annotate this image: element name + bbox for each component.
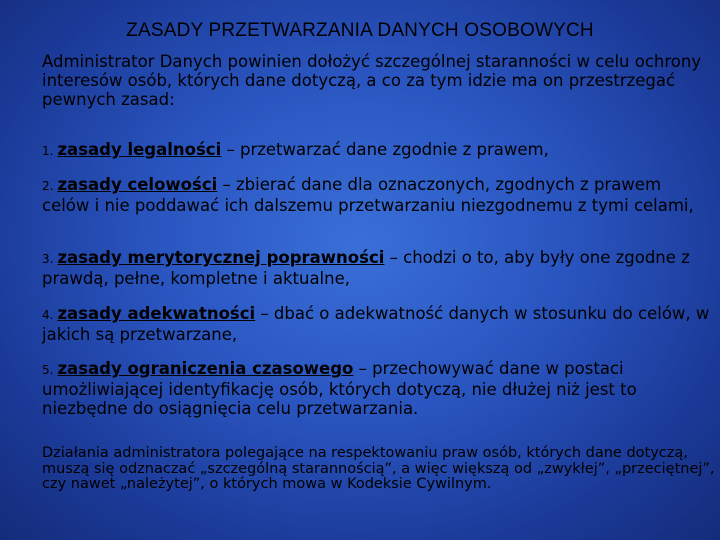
list-item-adequacy xyxy=(42,304,712,344)
item-keyword: zasady ograniczenia czasowego xyxy=(57,359,354,378)
item-keyword: zasady adekwatności xyxy=(57,304,256,323)
item-text: – dbać o adekwatność danych w stosunku do celów, w jakich są przetwarzane, xyxy=(42,304,710,344)
item-keyword: zasady legalności xyxy=(57,140,222,159)
item-text: – zbierać dane dla oznaczonych, zgodnych z prawem celów i nie poddawać ich dalszemu przetwarzaniu niezgodnemu z tymi celami, xyxy=(42,175,694,215)
list-item-purpose xyxy=(42,175,712,215)
item-number: 2. xyxy=(42,179,54,193)
item-number: 5. xyxy=(42,363,54,377)
item-text: – przetwarzać dane zgodnie z prawem, xyxy=(221,140,549,159)
list-item-time-limit xyxy=(42,359,712,418)
list-item-legality xyxy=(42,140,712,161)
item-number: 4. xyxy=(42,308,54,322)
intro-paragraph: Administrator Danych powinien dołożyć szczególnej staranności w celu ochrony interesów osób, których dane dotyczą, a co za tym idzie ma on przestrzegać pewnych zasad: xyxy=(42,52,702,109)
slide-title: ZASADY PRZETWARZANIA DANYCH OSOBOWYCH xyxy=(126,20,594,41)
item-keyword: zasady merytorycznej poprawności xyxy=(57,248,385,267)
item-text: – przechowywać dane w postaci umożliwiającej identyfikację osób, których dotyczą, nie dłużej niż jest to niezbędne do osiągnięcia celu przetwarzania. xyxy=(42,359,637,418)
footer-paragraph: Działania administratora polegające na respektowaniu praw osób, których dane dotyczą, muszą się odznaczać „szczególną starannością”, a więc większą od „zwykłej”, „przeciętnej”, czy nawet „należytej”, o których mowa w Kodeksie Cywilnym. xyxy=(42,445,715,492)
item-number: 3. xyxy=(42,252,54,266)
item-text: – chodzi o to, aby były one zgodne z prawdą, pełne, kompletne i aktualne, xyxy=(42,248,690,288)
list-item-correctness xyxy=(42,248,712,288)
item-keyword: zasady celowości xyxy=(57,175,218,194)
item-number: 1. xyxy=(42,144,54,158)
